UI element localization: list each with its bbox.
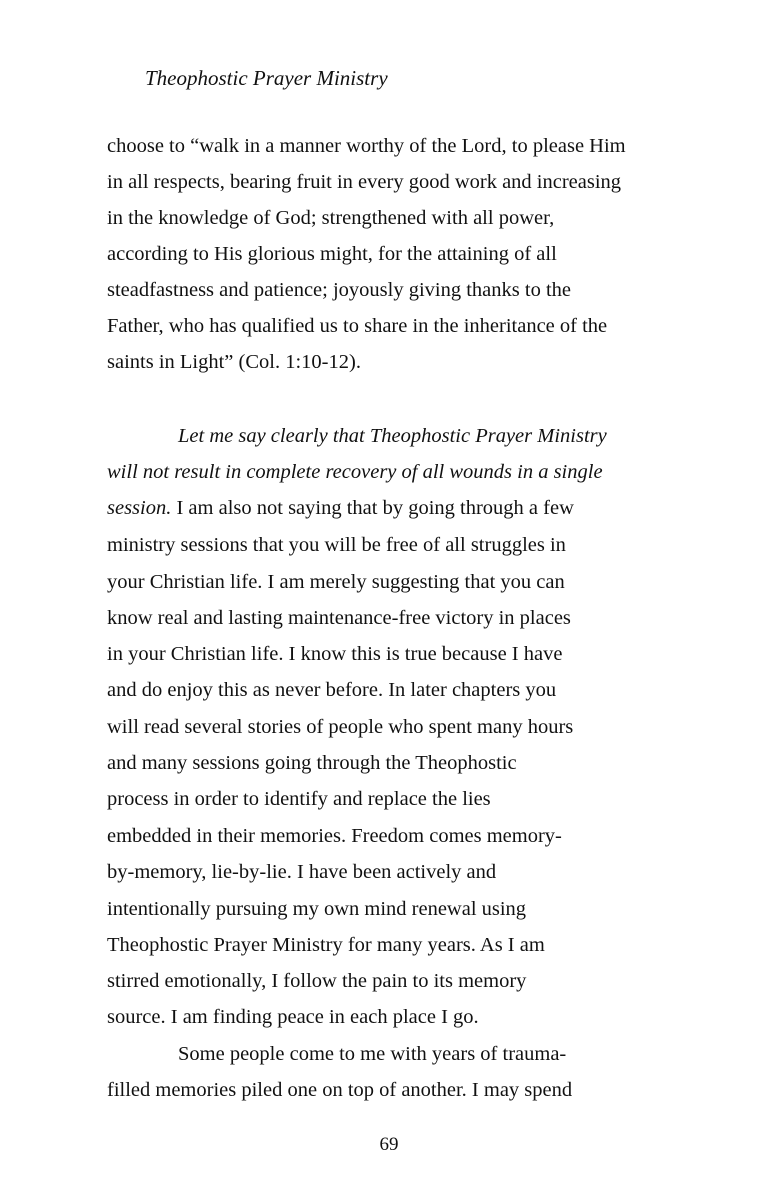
- page-number: 69: [379, 1134, 399, 1155]
- paragraph-3-line-2: filled memories piled one on top of another. I may spend: [107, 1079, 573, 1101]
- paragraph-2-italic-line-3: session.: [107, 497, 172, 519]
- paragraph-2-line-11: process in order to identify and replace the lies: [107, 788, 491, 810]
- paragraph-2-line-13: by-memory, lie-by-lie. I have been actively and: [107, 861, 497, 883]
- paragraph-1-line-6: Father, who has qualified us to share in the inheritance of the: [107, 315, 608, 337]
- paragraph-2-line-17: source. I am finding peace in each place I go.: [107, 1006, 479, 1028]
- running-header-title: Theophostic Prayer Ministry: [145, 66, 388, 90]
- paragraph-1-line-2: in all respects, bearing fruit in every good work and increasing: [107, 171, 622, 193]
- paragraph-1-line-7: saints in Light” (Col. 1:10-12).: [107, 351, 361, 373]
- paragraph-2-italic-line-1: Let me say clearly that Theophostic Prayer Ministry: [178, 425, 607, 447]
- paragraph-2-line-5: your Christian life. I am merely suggesting that you can: [107, 571, 565, 593]
- paragraph-2-line-3-rest: I am also not saying that by going through a few: [171, 497, 574, 519]
- paragraph-2-line-4: ministry sessions that you will be free of all struggles in: [107, 534, 566, 556]
- paragraph-2-line-10: and many sessions going through the Theophostic: [107, 752, 517, 774]
- paragraph-1-line-3: in the knowledge of God; strengthened with all power,: [107, 207, 555, 229]
- paragraph-2-line-16: stirred emotionally, I follow the pain to its memory: [107, 970, 527, 992]
- paragraph-3-line-1: Some people come to me with years of trauma-: [178, 1043, 567, 1065]
- paragraph-1-line-4: according to His glorious might, for the attaining of all: [107, 243, 557, 265]
- paragraph-2-line-12: embedded in their memories. Freedom comes memory-: [107, 825, 562, 847]
- paragraph-2-line-7: in your Christian life. I know this is true because I have: [107, 643, 563, 665]
- paragraph-2-line-6: know real and lasting maintenance-free victory in places: [107, 607, 571, 629]
- paragraph-1-line-5: steadfastness and patience; joyously giving thanks to the: [107, 279, 572, 301]
- paragraph-1-line-1: choose to “walk in a manner worthy of the Lord, to please Him: [107, 135, 626, 157]
- paragraph-2-line-14: intentionally pursuing my own mind renewal using: [107, 898, 527, 920]
- paragraph-2-line-15: Theophostic Prayer Ministry for many years. As I am: [107, 934, 545, 956]
- paragraph-2-italic-line-2: will not result in complete recovery of all wounds in a single: [107, 461, 603, 483]
- paragraph-2-line-9: will read several stories of people who spent many hours: [107, 716, 574, 738]
- paragraph-2-line-3: [107, 494, 574, 522]
- paragraph-2-line-8: and do enjoy this as never before. In later chapters you: [107, 679, 557, 701]
